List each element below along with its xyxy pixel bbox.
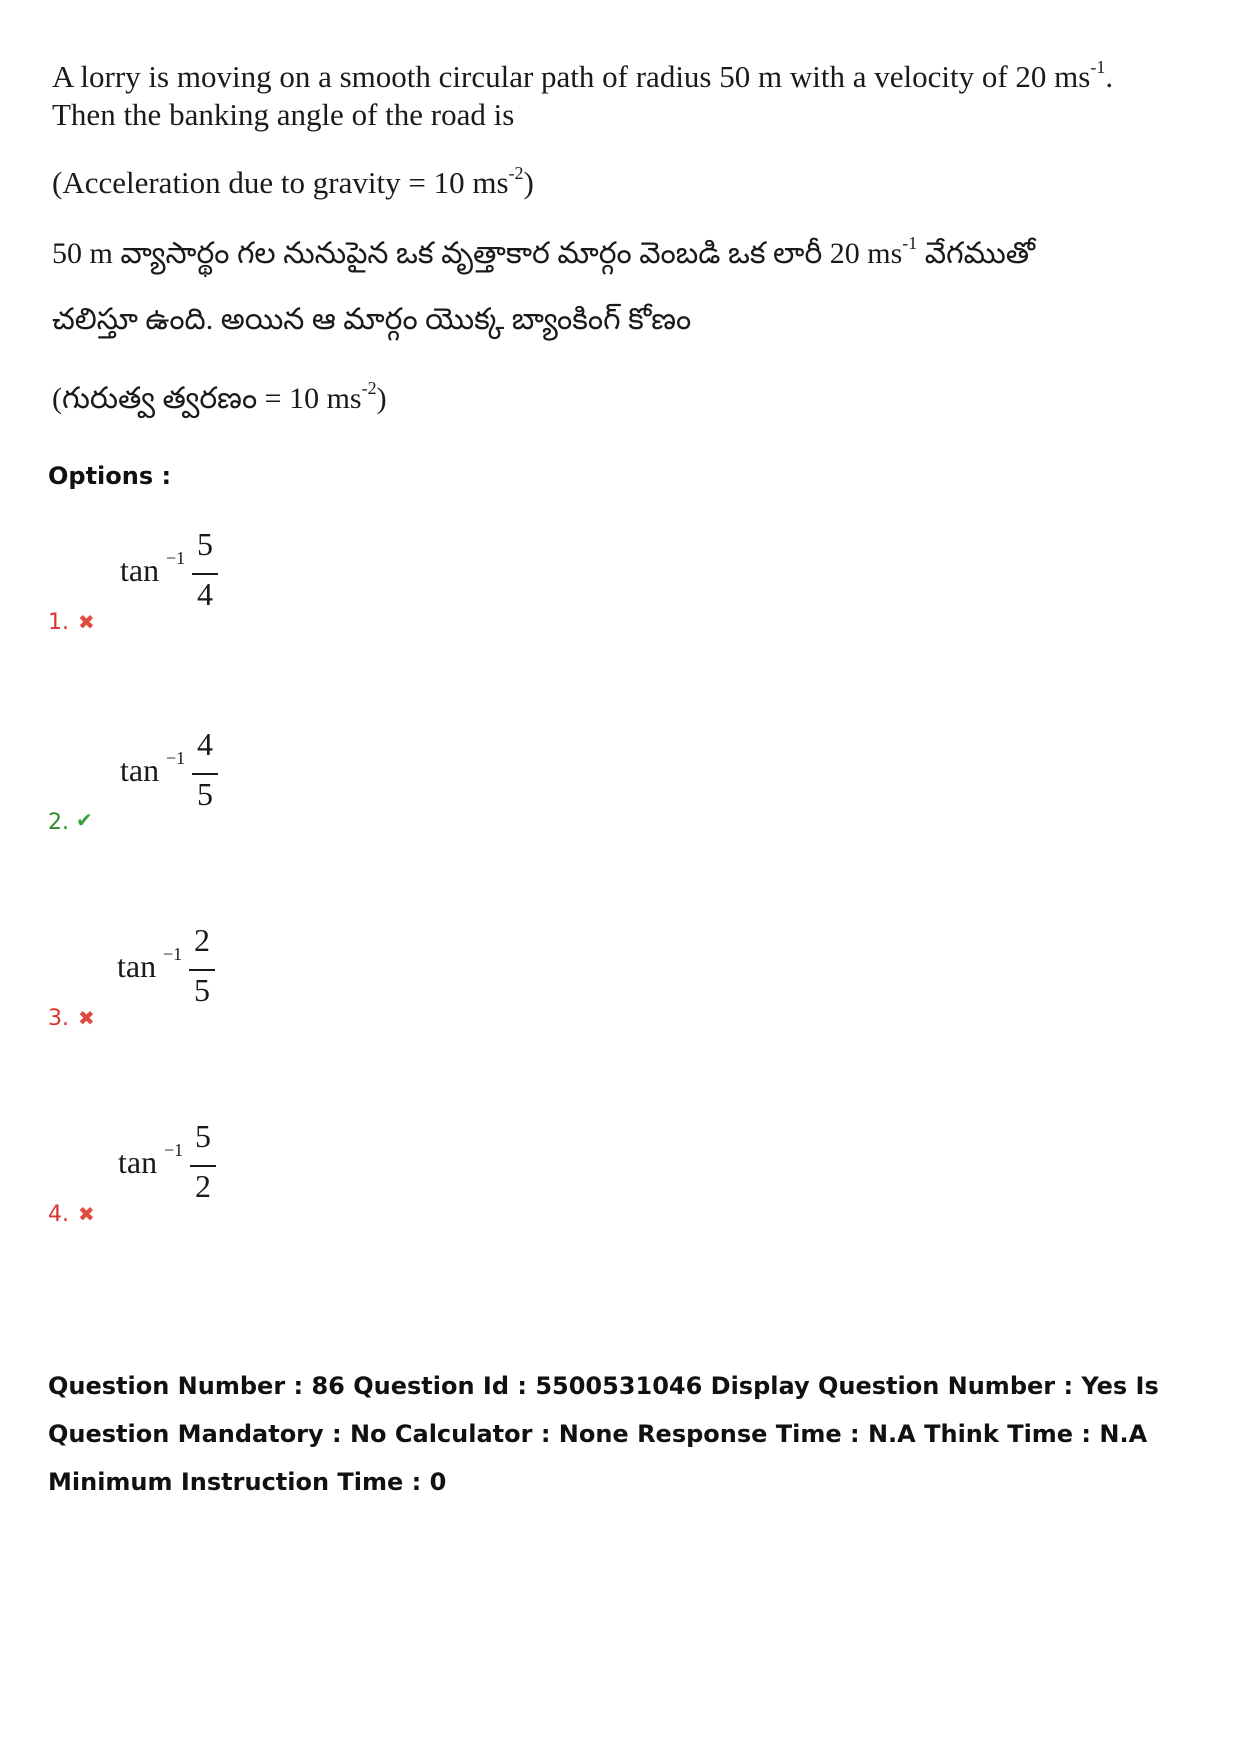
option-1[interactable]: tan −1 5 4 1. ✖ [0, 530, 600, 670]
fraction-bar [189, 969, 215, 971]
cross-icon: ✖ [78, 610, 95, 634]
fraction-bar [190, 1165, 216, 1167]
question-telugu-line-1: 50 m వ్యాసార్థం గల నునుపైన ఒక వృత్తాకార మార్గం వెంబడి ఒక లారీ 20 $ms^{-1}$ వేగముతో [52, 233, 1035, 270]
question-telugu-line-3: (గురుత్వ త్వరణం = 10 $ms^{-2}$) [52, 378, 387, 415]
question-english-line-3: (Acceleration due to gravity = 10 $ms^{-2}$) [52, 163, 534, 200]
option-2[interactable]: tan −1 4 5 2. ✔ [0, 730, 600, 870]
option-3[interactable]: tan −1 2 5 3. ✖ [0, 926, 600, 1066]
options-heading: Options : [48, 462, 172, 490]
question-metadata: Question Number : 86 Question Id : 5500531046 Display Question Number : Yes Is Question Mandatory : No Calculator : None Response Time : N.A Think Time : N.A Minimum Instruction Time : 0 [48, 1372, 1159, 1496]
question-english-line-2: Then the banking angle of the road is [52, 97, 515, 132]
check-icon: ✔ [76, 808, 93, 832]
option-number: 2. [48, 810, 69, 835]
question-text-block [52, 48, 1172, 418]
option-number: 4. [48, 1202, 69, 1227]
question-english-line-1: A lorry is moving on a smooth circular path of radius 50 m with a velocity of 20 $ms^{-1}$. [52, 57, 1114, 94]
cross-icon: ✖ [78, 1006, 95, 1030]
fraction-bar [192, 573, 218, 575]
question-telugu-line-2: చలిస్తూ ఉంది. అయిన ఆ మార్గం యొక్క బ్యాంకింగ్ కోణం [52, 303, 692, 336]
cross-icon: ✖ [78, 1202, 95, 1226]
fraction-bar [192, 773, 218, 775]
option-number: 1. [48, 610, 69, 635]
option-number: 3. [48, 1006, 69, 1031]
option-4[interactable]: tan −1 5 2 4. ✖ [0, 1122, 600, 1262]
